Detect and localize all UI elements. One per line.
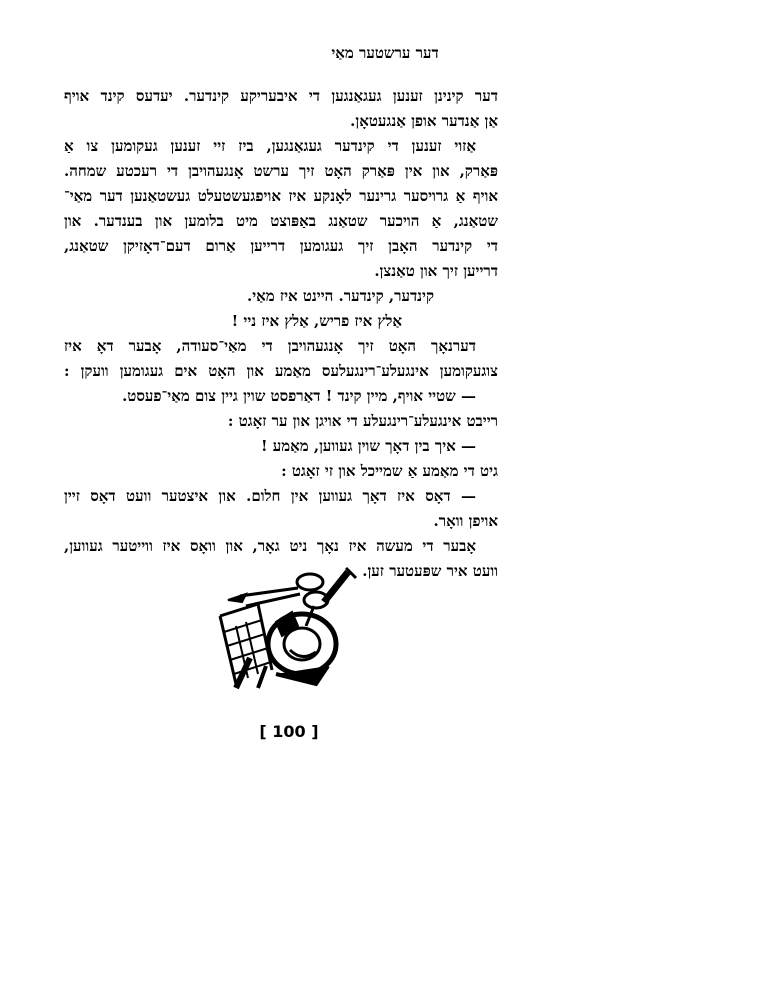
scissors-tools-emblem-icon [206,566,362,690]
dialogue-line: — שטיי אויף, מיין קינד ! דאַרפסט שוין גיין צום מאַי־פעסט. [122,387,476,405]
running-head: דער ערשטער מאַי [331,44,439,62]
text-line: שטאַנג, אַ הויכער שטאַנג באַפּוצט מיט בלומען און בענדער. און [64,212,498,230]
text-line: אַן אַנדער אופן אַנגעטאָן. [350,112,498,130]
text-line: דער קינינן זענען געגאַנגען די איבעריקע קינדער. יעדעס קינד אויף [64,87,498,105]
dialogue-line: — איך בין דאָך שוין געווען, מאַמע ! [260,437,476,455]
dialogue-line: — דאָס איז דאָך געווען אין חלום. און איצטער וועט דאָס זיין [64,487,476,505]
text-line: דערנאָך האָט זיך אָנגעהויבן די מאַי־סעודה, אָבער דאָ איז [64,337,476,355]
verse-line: קינדער, קינדער. היינט איז מאַי. [246,287,434,305]
text-line: וועט איר שפּעטער זען. [362,562,498,580]
text-line: צוגעקומען אינגעלע־רינגעלעס מאַמע און האָט אים געגומען וועקן : [64,362,498,380]
text-line: רייבט אינגעלע־רינגעלע די אויגן און ער זאָגט : [227,412,498,430]
page-number: [ 100 ] [259,722,319,741]
text-line: די קינדער האָבן זיך געגומען דרייען אַרום דעם־דאָזיקן שטאַנג, [64,237,498,255]
text-line: גיט די מאַמע אַ שמייכל און זי זאָגט : [281,462,498,480]
text-line: פּאַרק, און אין פּאַרק האָט זיך ערשט אָנגעהויבן די רעכטע שמחה. [64,162,498,180]
text-line: אויפן וואָר. [433,512,498,530]
verse-line: אַלץ איז פריש, אַלץ איז ניי ! [231,312,402,330]
body-text [64,84,498,584]
text-line: אויף אַ גרויסער גרינער לאָנקע איז אויפגעשטעלט געשטאַנען דער מאַי־ [64,187,498,205]
text-line: אָבער די מעשה איז נאָך ניט גאָר, און וואָס איז ווייטער געווען, [64,537,476,555]
text-line: דרייען זיך און טאַנצן. [374,262,498,280]
text-line: אַזוי זענען די קינדער געגאַנגען, ביז זיי זענען געקומען צו אַ [64,137,476,155]
